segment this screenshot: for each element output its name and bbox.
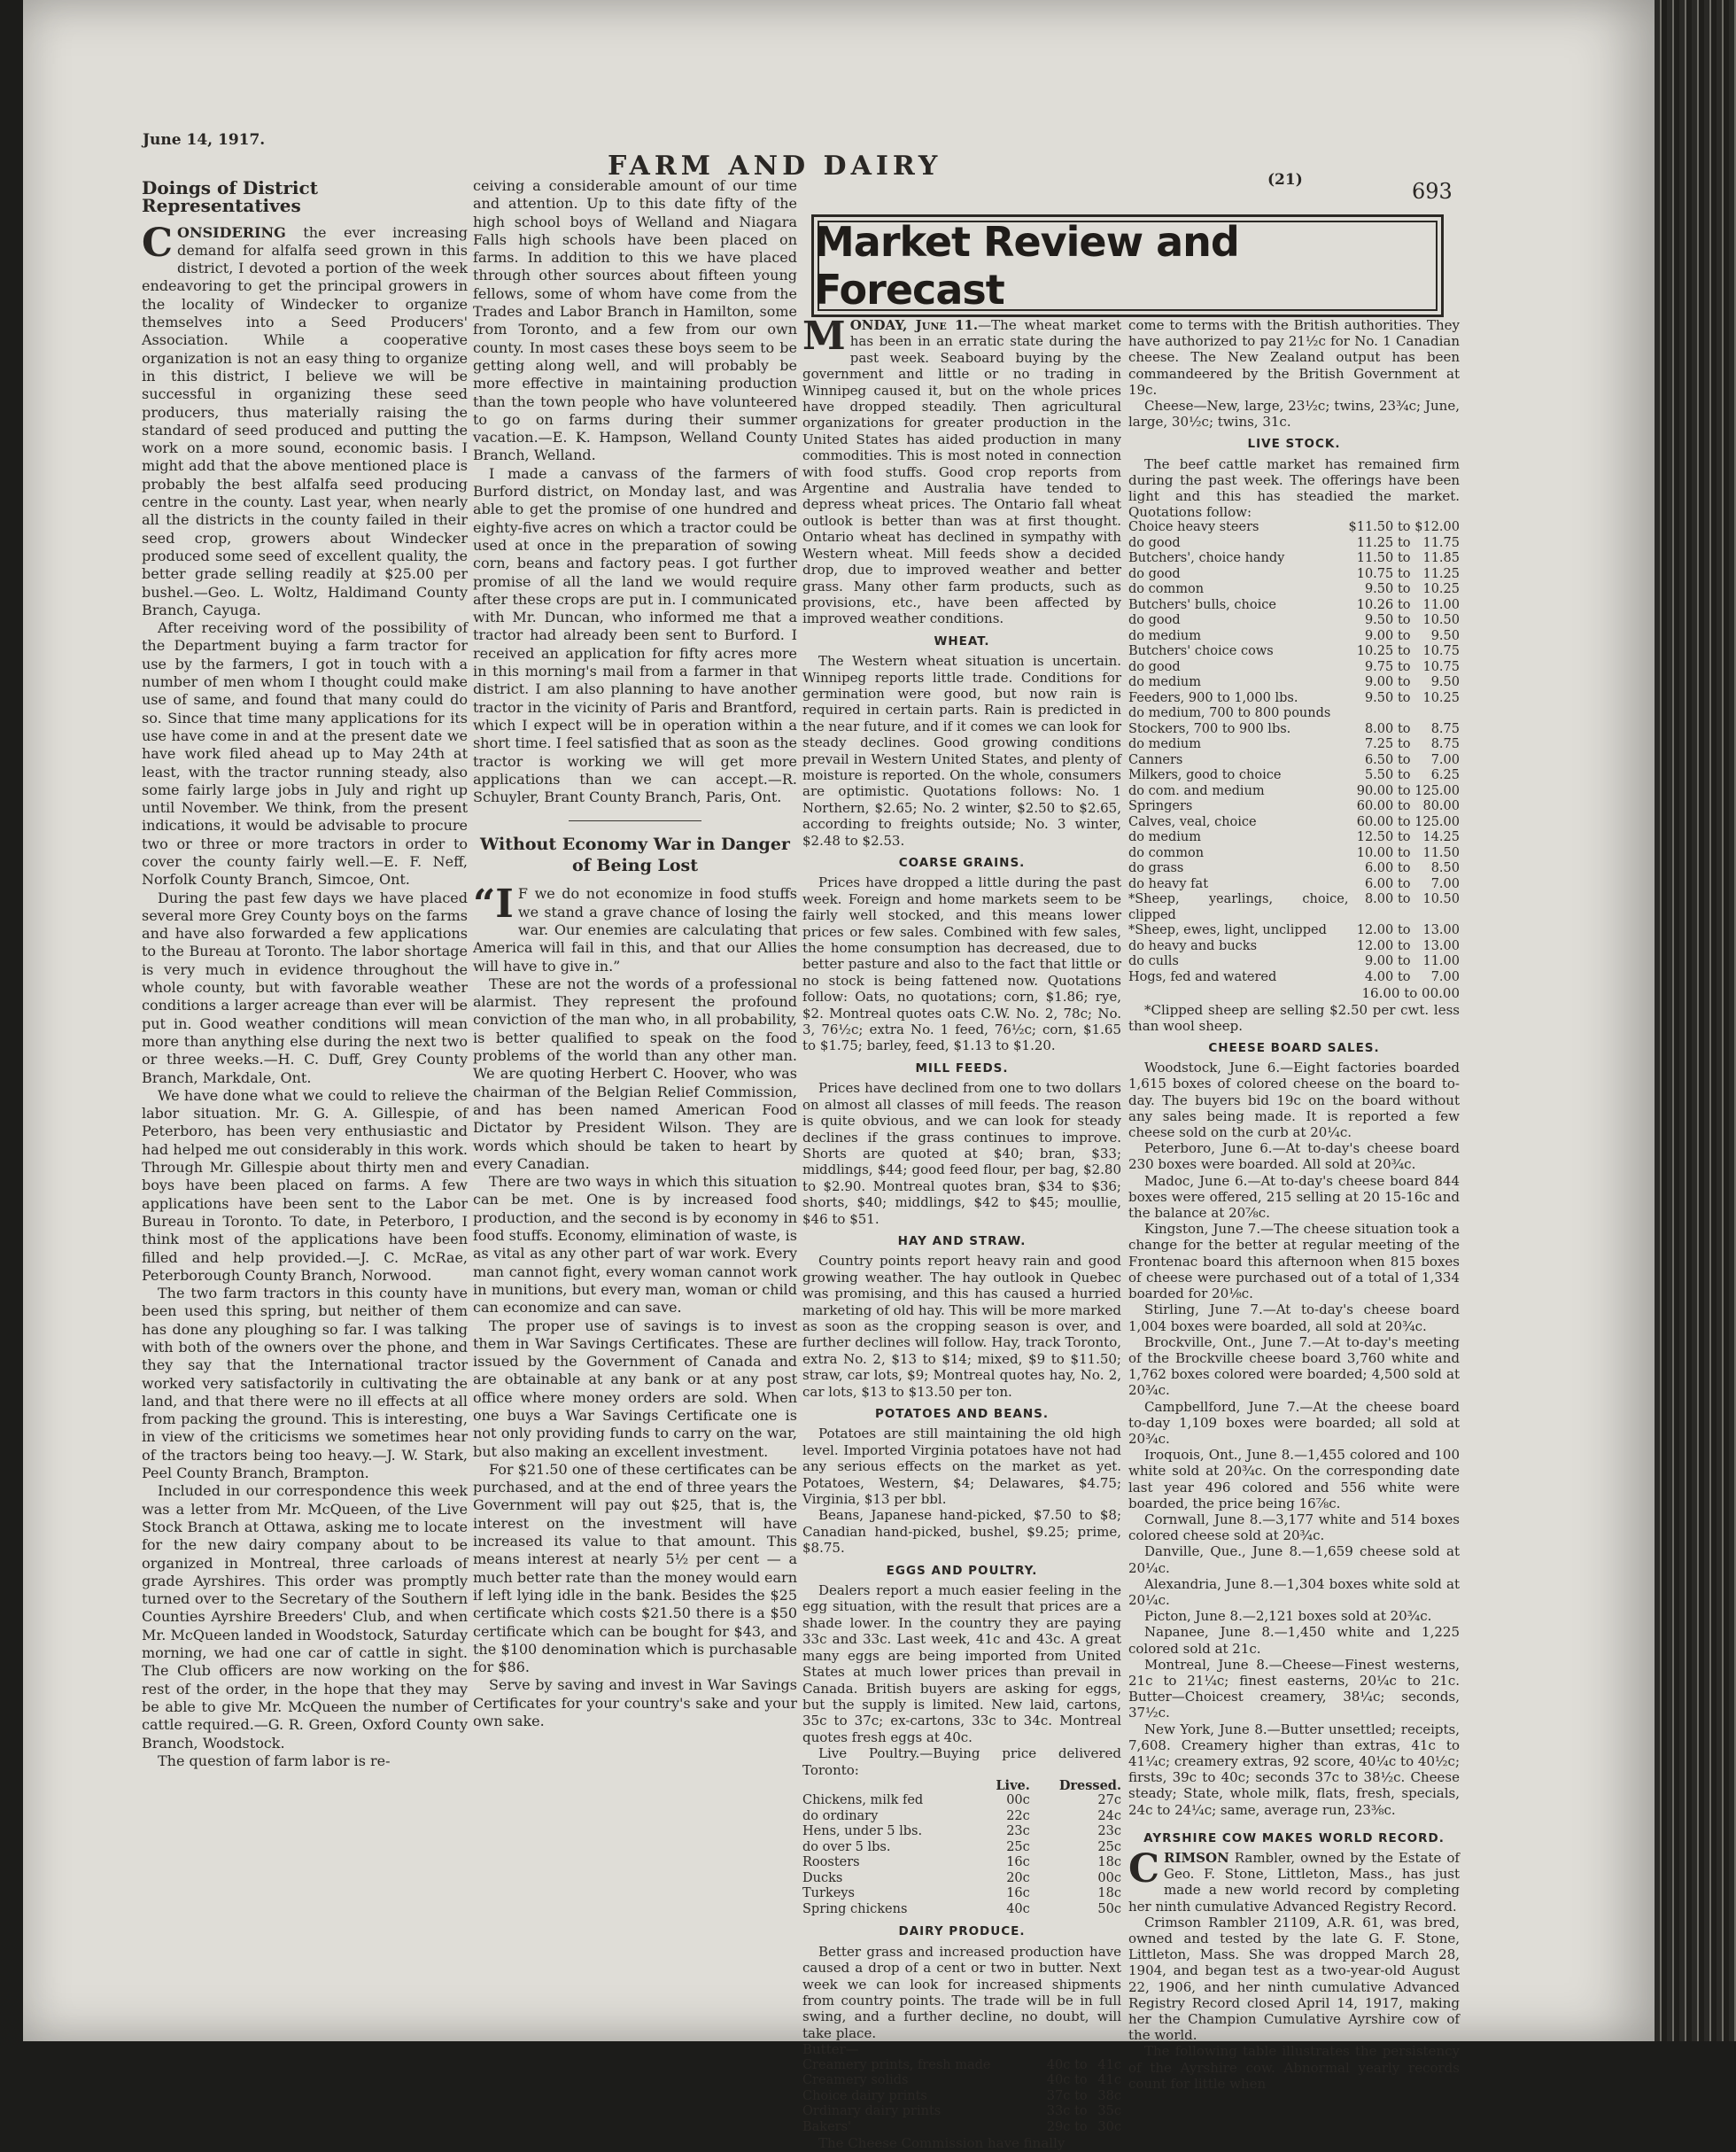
article-paragraph: I made a canvass of the farmers of Burford district, on Monday last, and was able to get the promise of one hundred and eighty-five acres on which a tractor could be used at once in the preparation of sowing corn, beans and factory peas. I got further promise of all the land we would require after these crops are put in. I communicated with Mr. Duncan, who informed me that a tractor had already been sent to Burford. I received an application for fifty acres more in this morning's mail from a farmer in that district. I am also planning to have another tractor in the vicinity of Paris and Brantford, which I expect will be in operation within a short time. I feel satisfied that as soon as the tractor is working we will get more applications than we can accept.—R. Schuyler, Brant County Branch, Paris, Ont.: [473, 464, 797, 806]
article-paragraph: There are two ways in which this situation can be met. One is by increased food production, and the second is by economy in food stuffs. Economy, elimination of waste, is as vital as any other part of war work. Every man cannot fight, every woman cannot work in munitions, but every man, woman or child can economize and can save.: [473, 1173, 797, 1317]
price-cell: 6.25: [1430, 768, 1460, 783]
price-cell: 10.25: [1422, 582, 1460, 597]
price-cell: 24c: [1097, 1808, 1121, 1823]
ayrshire-paragraph: CRIMSON Rambler, owned by the Estate of Geo. F. Stone, Littleton, Mass., has just made a new world record by completing her ninth cumulative Advanced Registry Record.: [1128, 1846, 1460, 1915]
price-cell: 9.00: [1364, 628, 1394, 643]
butter-label: Butter—: [802, 2041, 859, 2058]
article-paragraph: The proper use of savings is to invest them in War Savings Certificates. These are issued by the Government of Canada and are obtainable at any bank or at any post office where money orders are sold. When one buys a War Savings Certificate one is not only providing funds to carry on the war, but also making an excellent investment.: [473, 1317, 797, 1460]
to-label: to: [1397, 613, 1411, 628]
to-label: to: [1397, 768, 1411, 783]
cheese-board-report: Cornwall, June 8.—3,177 white and 514 boxes colored cheese sold at 20¾c.: [1128, 1511, 1460, 1544]
item-name: do culls: [1128, 954, 1179, 969]
price-cell: 35c: [1097, 2104, 1121, 2119]
cheese-board-report: Madoc, June 6.—At to-day's cheese board 844 boxes were offered, 215 selling at 20 15-16c and the balance at 20⅞c.: [1128, 1172, 1460, 1222]
item-name: Turkeys: [802, 1886, 855, 1901]
cheese-board-report: Woodstock, June 6.—Eight factories boarded 1,615 boxes of colored cheese on the board to-day. The buyers bid 19c on the board without any sales being made. It is reported a few cheese sold on the curb at 20¼c.: [1128, 1060, 1460, 1141]
price-cell: 9.50: [1364, 613, 1394, 628]
to-label: to: [1397, 923, 1411, 938]
price-cell: 30c: [1097, 2119, 1121, 2134]
newspaper-page: [23, 0, 1655, 2152]
to-label: to: [1074, 2073, 1088, 2088]
page-stack-edge: [1655, 0, 1736, 2041]
col-head-dressed: Dressed.: [1058, 1777, 1121, 1793]
price-cell: 8.00: [1364, 721, 1394, 736]
article-paragraph: We have done what we could to relieve the labor situation. Mr. G. A. Gillespie, of Peterboro, has been very enthusiastic and had helped me out considerably in this work. Through Mr. Gillespie about thirty men and boys have been placed on farms. A few applications have been sent to the Labor Bureau in Toronto. To date, in Peterboro, I think most of the applications have been filled and help provided.—J. C. McRae, Peterborough County Branch, Norwood.: [142, 1086, 468, 1284]
price-row: [1128, 923, 1460, 939]
mill-feeds-report: Prices have declined from one to two dollars on almost all classes of mill feeds. The reason is quite obvious, and we can look for steady declines if the grass continues to improve. Shorts are quoted at $40; bran, $33; middlings, $44; good feed flour, per bag, $2.80 to $2.90. Montreal quotes bran, $34 to $36; shorts, $40; middlings, $42 to $45; moullie, $46 to $51.: [802, 1080, 1121, 1227]
price-cell: 4.00: [1364, 969, 1394, 984]
column-4: [1128, 317, 1460, 2092]
to-label: to: [1397, 551, 1411, 566]
hay-straw-heading: HAY AND STRAW.: [897, 1233, 1027, 1248]
page-number: 693: [1412, 179, 1453, 204]
price-cell: 40c: [1046, 2073, 1071, 2088]
to-label: to: [1397, 690, 1411, 705]
price-row: [802, 2089, 1121, 2105]
price-row: [1128, 536, 1460, 552]
to-label: to: [1397, 876, 1411, 891]
cheese-commission-note: The Cheese Commission have finally: [818, 2135, 1066, 2152]
price-cell: 80.00: [1422, 799, 1460, 814]
price-row: [802, 1824, 1121, 1840]
cheese-board-report: Iroquois, Ont., June 8.—1,455 colored and 100 white sold at 20¾c. On the corresponding date last year 496 colored and 556 white were boarded, the price being 16⅞c.: [1128, 1447, 1460, 1511]
to-label: to: [1074, 2119, 1088, 2134]
price-cell: 38c: [1097, 2088, 1121, 2103]
to-label: to: [1397, 783, 1411, 798]
item-name: Roosters: [802, 1855, 860, 1870]
cheese-board-report: Montreal, June 8.—Cheese—Finest westerns, 21c to 21¼c; finest easterns, 20¼c to 21c. Butter—Choicest creamery, 38¼c; seconds, 37½c.: [1128, 1656, 1460, 1721]
cheese-board-report: Peterboro, June 6.—At to-day's cheese board 230 boxes were boarded. All sold at 20¾c.: [1128, 1140, 1460, 1173]
beans-report: Beans, Japanese hand-picked, $7.50 to $8; Canadian hand-picked, bushel, $9.25; prime, $8.75.: [802, 1507, 1121, 1557]
to-label: to: [1397, 969, 1411, 984]
price-cell: 40c: [1006, 1901, 1030, 1916]
price-cell: 9.50: [1430, 675, 1460, 690]
price-cell: 29c: [1046, 2119, 1071, 2134]
coarse-grains-heading: COARSE GRAINS.: [898, 856, 1026, 870]
price-cell: 41c: [1097, 2057, 1121, 2072]
eggs-report: Dealers report a much easier feeling in the egg situation, with the result that prices are a shade lower. In the country they are paying 33c and 33c. Last week, 41c and 43c. A great many eggs are being imported from United States at much lower prices than prevail in Canada. British buyers are asking for eggs, but the supply is limited. New laid, cartons, 35c to 37c; ex-cartons, 33c to 34c. Montreal quotes fresh eggs at 40c.: [802, 1582, 1121, 1745]
to-label: to: [1397, 675, 1411, 690]
cheese-board-report: Campbellford, June 7.—At the cheese board to-day 1,109 boxes were boarded; all sold at 20¾c.: [1128, 1398, 1460, 1447]
mill-feeds-heading: MILL FEEDS.: [915, 1060, 1009, 1076]
cheese-board-report: Alexandria, June 8.—1,304 boxes white sold at 20¼c.: [1128, 1575, 1460, 1608]
item-name: Butchers' choice cows: [1128, 644, 1274, 659]
clipped-sheep-note: *Clipped sheep are selling $2.50 per cwt. less than wool sheep.: [1128, 1001, 1460, 1034]
article-paragraph: Included in our correspondence this week was a letter from Mr. McQueen, of the Live Stock Branch at Ottawa, asking me to locate for the new dairy company about to be organized in Montreal, three carloads of grade Ayrshires. This order was promptly turned over to the Secretary of the Southern Counties Ayrshire Breeders' Club, and when Mr. McQueen landed in Woodstock, Saturday morning, we had one car of cattle in sight. The Club officers are now working on the rest of the order, in the hope that they may be able to give Mr. McQueen the number of cattle required.—G. R. Green, Oxford County Branch, Woodstock.: [142, 1482, 468, 1752]
cheese-continuation: come to terms with the British authorities. They have authorized to pay 21½c for No. 1 Canadian cheese. The New Zealand output has been commandeered by the British Government at 19c.: [1128, 317, 1460, 398]
item-name: Hogs, fed and watered: [1128, 969, 1277, 984]
to-label: to: [1074, 2057, 1088, 2072]
price-row: [1128, 799, 1460, 815]
eggs-poultry-heading: EGGS AND POULTRY.: [886, 1563, 1038, 1578]
item-name: do good: [1128, 659, 1181, 674]
col-head-live: Live.: [996, 1777, 1030, 1793]
price-row: [1128, 768, 1460, 784]
item-name: do heavy fat: [1128, 876, 1209, 891]
to-label: to: [1397, 535, 1411, 550]
price-cell: 10.75: [1422, 659, 1460, 674]
item-name: Stockers, 700 to 900 lbs.: [1128, 721, 1291, 736]
to-label: to: [1397, 582, 1411, 597]
to-label: to: [1397, 954, 1411, 969]
item-name: Creamery solids: [802, 2073, 909, 2088]
item-name: do grass: [1128, 861, 1184, 876]
price-row: [1128, 644, 1460, 660]
price-cell: 22c: [1006, 1808, 1030, 1823]
price-cell: 40c: [1046, 2057, 1071, 2072]
price-row: [1128, 753, 1460, 769]
price-row: [1128, 737, 1460, 753]
drop-cap: C: [1128, 1846, 1160, 1892]
to-label: to: [1397, 892, 1411, 907]
price-cell: 10.25: [1356, 644, 1394, 659]
price-cell: 125.00: [1414, 814, 1460, 829]
article-paragraph: After receiving word of the possibility of the Department buying a farm tractor for use by the farmers, I got in touch with a number of men whom I thought could make use of same, and found that many could do so. Since that time many applications for its use have come in and at the present date we have work filed ahead up to May 24th at least, with the tractor running steady, also some fairly large jobs in July and right up until November. We think, from the present indications, it would be advisable to procure two or three or more tractors in order to cover the county fairly well.—E. F. Neff, Norfolk County Branch, Simcoe, Ont.: [142, 619, 468, 889]
item-name: do medium: [1128, 628, 1201, 643]
price-cell: 90.00: [1356, 783, 1394, 798]
price-cell: 125.00: [1414, 783, 1460, 798]
price-row: [802, 1902, 1121, 1918]
to-label: to: [1397, 938, 1411, 953]
to-label: to: [1397, 830, 1411, 845]
item-name: do medium, 700 to 800 pounds: [1128, 706, 1331, 721]
to-label: to: [1397, 659, 1411, 674]
to-label: to: [1397, 566, 1411, 581]
district-representatives-heading: Doings of District Representatives: [142, 177, 318, 217]
price-row: [1128, 598, 1460, 614]
ayrshire-heading: AYRSHIRE COW MAKES WORLD RECORD.: [1143, 1830, 1445, 1845]
price-row: [802, 1886, 1121, 1902]
to-label: [1393, 706, 1414, 722]
item-name: do over 5 lbs.: [802, 1839, 891, 1854]
price-cell: 18c: [1097, 1855, 1121, 1870]
item-name: do good: [1128, 613, 1181, 628]
item-name: Choice dairy prints: [802, 2088, 927, 2103]
column-3: [802, 314, 1121, 2152]
cheese-board-report: Danville, Que., June 8.—1,659 cheese sold at 20¼c.: [1128, 1543, 1460, 1576]
item-name: Choice heavy steers: [1128, 520, 1259, 535]
cheese-board-report: Stirling, June 7.—At to-day's cheese board 1,004 boxes were boarded, all sold at 20¾c.: [1128, 1301, 1460, 1334]
to-label: to: [1397, 799, 1411, 814]
price-cell: $12.00: [1414, 520, 1460, 535]
item-name: Creamery prints, fresh made: [802, 2057, 991, 2072]
to-label: to: [1397, 644, 1411, 659]
issue-date: June 14, 1917.: [143, 131, 266, 149]
to-label: to: [1397, 721, 1411, 736]
butter-price-table: [802, 2058, 1121, 2136]
to-label: to: [1074, 2088, 1088, 2103]
price-row: [1128, 520, 1460, 536]
item-name: Calves, veal, choice: [1128, 814, 1257, 829]
price-cell: 9.50: [1364, 582, 1394, 597]
price-row: [1128, 613, 1460, 629]
ayrshire-paragraph: Crimson Rambler 21109, A.R. 61, was bred, owned and tested by the late G. F. Stone, Littleton, Mass. She was dropped March 28, 1904, and began test as a two-year-old August 22, 1906, and her ninth cumulative Advanced Registry Record closed April 14, 1917, making her the Champion Cumulative Ayrshire cow of the world.: [1128, 1914, 1460, 2044]
market-review-banner: [811, 214, 1444, 317]
price-cell: 50c: [1097, 1901, 1121, 1916]
price-cell: 41c: [1097, 2073, 1121, 2088]
price-cell: 6.00: [1364, 861, 1394, 876]
price-cell: 23c: [1006, 1824, 1030, 1839]
wheat-report: The Western wheat situation is uncertain. Winnipeg reports little trade. Conditions for germination were good, but now rain is required in certain parts. Rain is predicted in the near future, and if it comes we can look for steady declines. Good growing conditions prevail in Western United States, and plenty of moisture is reported. On the whole, consumers are optimistic. Quotations follows: No. 1 Northern, $2.65; No. 2 winter, $2.50 to $2.65, according to freights outside; No. 3 winter, $2.48 to $2.53.: [802, 653, 1121, 849]
price-row: [1128, 551, 1460, 567]
price-row: [802, 2104, 1121, 2120]
price-cell: 12.00: [1356, 938, 1394, 953]
price-cell: 7.00: [1430, 752, 1460, 767]
article-paragraph: These are not the words of a professional alarmist. They represent the profound conviction of the man who, in all probability, is better qualified to speak on the food problems of the world than any other man. We are quoting Herbert C. Hoover, who was chairman of the Belgian Relief Commission, and has been named American Food Dictator by President Wilson. They are words which should be taken to heart by every Canadian.: [473, 975, 797, 1172]
price-row: [802, 2058, 1121, 2074]
cheese-board-report: Brockville, Ont., June 7.—At to-day's meeting of the Brockville cheese board 3,760 white and 1,762 boxes colored were boarded; 4,500 sold at 20¾c.: [1128, 1333, 1460, 1399]
price-cell: 33c: [1046, 2104, 1071, 2119]
article-paragraph: CONSIDERING the ever increasing demand for alfalfa seed grown in this district, I devoted a portion of the week endeavoring to get the principal growers in the locality of Windecker to organize themselves into a Seed Producers' Association. While a cooperative organization is not an easy thing to organize in this district, I believe we will be successful in organizing these seed producers, thus materially raising the standard of seed produced and putting the work on a more sound, economic basis. I might add that the above mentioned place is probably the best alfalfa seed producing centre in the county. Last year, when nearly all the districts in the county failed in their seed crop, growers about Windecker produced some seed of excellent quality, the better grade selling readily at $25.00 per bushel.—Geo. L. Woltz, Haldimand County Branch, Cayuga.: [142, 220, 468, 618]
to-label: to: [1397, 628, 1411, 643]
price-row: [1128, 970, 1460, 986]
price-row: [1128, 954, 1460, 970]
price-cell: 60.00: [1356, 799, 1394, 814]
price-cell: 10.00: [1356, 845, 1394, 860]
column-1: [142, 177, 468, 1770]
price-cell: 11.50: [1422, 845, 1460, 860]
item-name: do good: [1128, 566, 1181, 581]
market-intro: MONDAY, June 11.—The wheat market has been in an erratic state during the past week. Seaboard buying by the government and little or no trading in Winnipeg caused it, but on the whole prices have dropped steadily. Then agricultural organizations for greater production in the United States has aided production in many commodities. This is most noted in connection with food stuffs. Good crop reports from Argentine and Australia have tended to depress wheat prices. The Ontario fall wheat outlook is better than was at first thought. Ontario wheat has declined in sympathy with Western wheat. Mill feeds show a decided drop, due to improved weather and better grass. Many other farm products, such as provisions, etc., have been affected by improved weather conditions.: [802, 314, 1121, 627]
item-name: Springers: [1128, 799, 1193, 814]
drop-cap: “I: [473, 882, 514, 928]
ayrshire-paragraph: The following table illustrates the persistency of the Ayrshire cow. Abnormal yearly records count for little when: [1128, 2043, 1460, 2092]
price-row: [802, 1871, 1121, 1887]
to-label: to: [1074, 2104, 1088, 2119]
price-cell: 16c: [1006, 1855, 1030, 1870]
price-cell: 16c: [1006, 1886, 1030, 1901]
poultry-price-table: [802, 1778, 1121, 1918]
price-row: [1128, 830, 1460, 846]
cheese-board-reports: [1128, 1060, 1460, 1818]
price-row: [1128, 582, 1460, 598]
price-cell: 7.25: [1364, 737, 1394, 752]
cheese-board-report: Napanee, June 8.—1,450 white and 1,225 colored sold at 21c.: [1128, 1624, 1460, 1657]
to-label: to: [1397, 737, 1411, 752]
price-cell: 11.00: [1422, 954, 1460, 969]
drop-cap: M: [802, 314, 846, 359]
price-cell: 9.00: [1364, 675, 1394, 690]
price-row: [1128, 861, 1460, 877]
coarse-grains-report: Prices have dropped a little during the past week. Foreign and home markets seem to be fairly well stocked, and this means lower prices or few sales. Combined with few sales, the home consumption has decreased, due to better pasture and also to the fact that little or no stock is being fattened now. Quotations follow: Oats, no quotations; corn, $1.86; rye, $2. Montreal quotes oats C.W. No. 2, 78c; No. 3, 76½c; extra No. 1 feed, 76½c; corn, $1.65 to $1.75; barley, feed, $1.13 to $1.20.: [802, 874, 1121, 1054]
cheese-board-report: New York, June 8.—Butter unsettled; receipts, 7,608. Creamery higher than extras, 41c to 41¼c; creamery extras, 92 score, 40¼c to 40½c; firsts, 39c to 40c; seconds 37c to 38½c. Cheese steady; State, whole milk, flats, fresh, specials, 24c to 24¼c; same, average run, 23⅜c.: [1128, 1721, 1460, 1818]
article-paragraph: Serve by saving and invest in War Savings Certificates for your country's sake and your own sake.: [473, 1676, 797, 1730]
price-row: [1128, 846, 1460, 862]
price-cell: 8.50: [1430, 861, 1460, 876]
item-name: Chickens, milk fed: [802, 1793, 924, 1808]
item-name: Canners: [1128, 752, 1183, 767]
divider: [569, 820, 701, 821]
potatoes-report: Potatoes are still maintaining the old high level. Imported Virginia potatoes have not had any serious effects on the market as yet. Potatoes, Western, $4; Delawares, $4.75; Virginia, $13 per bbl.: [802, 1426, 1121, 1508]
to-label: to: [1397, 845, 1411, 860]
price-cell: 8.00: [1364, 892, 1394, 907]
price-cell: 25c: [1006, 1839, 1030, 1854]
price-cell: 6.00: [1364, 876, 1394, 891]
masthead: FARM AND DAIRY: [608, 151, 942, 182]
price-cell: 9.75: [1364, 659, 1394, 674]
potatoes-beans-heading: POTATOES AND BEANS.: [874, 1407, 1050, 1421]
price-row: [1128, 722, 1460, 738]
price-row: [802, 2120, 1121, 2136]
price-cell: 13.00: [1422, 938, 1460, 953]
drop-cap: C: [142, 220, 174, 266]
price-row: [1128, 877, 1460, 893]
item-name: Butchers', choice handy: [1128, 551, 1285, 566]
price-cell: 37c: [1046, 2088, 1071, 2103]
price-row: [1128, 691, 1460, 707]
item-name: do heavy and bucks: [1128, 938, 1258, 953]
item-name: do com. and medium: [1128, 783, 1265, 798]
quote-paragraph: “I F we do not economize in food stuffs we stand a grave chance of losing the war. Our enemies are calculating that America will fail in this, and that our Allies will have to give in.”: [473, 882, 797, 975]
price-cell: 11.50: [1356, 551, 1394, 566]
cheese-quotes: Cheese—New, large, 23½c; twins, 23¾c; June, large, 30½c; twins, 31c.: [1128, 398, 1460, 431]
market-review-title: Market Review and Forecast: [814, 218, 1239, 314]
price-cell: 20c: [1006, 1870, 1030, 1885]
price-cell: 13.00: [1422, 923, 1460, 938]
price-row: [802, 2073, 1121, 2089]
price-cell: $11.50: [1348, 520, 1394, 535]
wheat-heading: WHEAT.: [934, 633, 990, 649]
price-cell: 11.75: [1422, 535, 1460, 550]
price-row: [1128, 675, 1460, 691]
price-cell: 9.50: [1364, 690, 1394, 705]
price-cell: 8.75: [1430, 721, 1460, 736]
article-paragraph: The two farm tractors in this county have been used this spring, but neither of them has done any ploughing so far. I was talking with both of the owners over the phone, and they say that the International tractor worked very satisfactorily in cultivating the land, and that there were no ill effects at all from packing the ground. This is interesting, in view of the criticisms we sometimes hear of the tractors being too heavy.—J. W. Stark, Peel County Branch, Brampton.: [142, 1285, 468, 1482]
item-name: do ordinary: [802, 1808, 879, 1823]
item-name: Bakers': [802, 2119, 852, 2134]
article-paragraph: ceiving a considerable amount of our time and attention. Up to this date fifty of the high school boys of Welland and Niagara Falls high schools have been placed on farms. In addition to this we have placed through other sources about fifteen young fellows, some of whom have come from the Trades and Labor Branch in Hamilton, some from Toronto, and a few from our own county. In most cases these boys seem to be getting along well, and will probably be more effective in maintaining production than the town people who have volunteered to go on farms during their summer vacation.—E. K. Hampson, Welland County Branch, Welland.: [473, 177, 797, 464]
hogs-price: 16.00 to 00.00: [1361, 985, 1460, 1002]
price-cell: 12.00: [1356, 923, 1394, 938]
price-cell: 10.25: [1422, 690, 1460, 705]
price-cell: 00c: [1097, 1870, 1121, 1885]
issue-number: (21): [1267, 171, 1303, 189]
cheese-board-report: Picton, June 8.—2,121 boxes sold at 20¾c.: [1144, 1608, 1432, 1625]
price-cell: 6.50: [1364, 752, 1394, 767]
item-name: do common: [1128, 582, 1205, 597]
price-row: [1128, 629, 1460, 645]
price-row: [1128, 939, 1460, 955]
hay-straw-report: Country points report heavy rain and good growing weather. The hay outlook in Quebec was promising, and this has caused a hurried marketing of old hay. This will be more marked as soon as the cropping season is over, and further declines will follow. Hay, track Toronto, extra No. 2, $13 to $14; mixed, $9 to $11.50; straw, car lots, $9; Montreal quotes hay, No. 2, car lots, $13 to $13.50 per ton.: [802, 1253, 1121, 1400]
poultry-intro: Live Poultry.—Buying price delivered Toronto:: [802, 1745, 1121, 1778]
price-cell: 8.75: [1430, 737, 1460, 752]
to-label: to: [1397, 520, 1411, 535]
item-name: do good: [1128, 535, 1181, 550]
price-cell: 27c: [1097, 1793, 1121, 1808]
price-row: [1128, 660, 1460, 676]
price-cell: [1414, 706, 1460, 722]
to-label: to: [1397, 814, 1411, 829]
price-cell: 25c: [1097, 1839, 1121, 1854]
live-stock-heading: LIVE STOCK.: [1247, 437, 1341, 452]
dairy-produce-heading: DAIRY PRODUCE.: [898, 1924, 1026, 1939]
item-name: do medium: [1128, 675, 1201, 690]
price-row: [1128, 784, 1460, 800]
item-name: *Sheep, ewes, light, unclipped: [1128, 923, 1327, 938]
price-row: [802, 1809, 1121, 1825]
economy-heading: Without Economy War in Danger of Being Lost: [480, 835, 790, 876]
to-label: to: [1397, 861, 1411, 876]
price-row: [1128, 567, 1460, 583]
price-cell: 11.00: [1422, 597, 1460, 612]
item-name: *Sheep, yearlings, choice, clipped: [1128, 892, 1349, 922]
price-cell: 9.50: [1430, 628, 1460, 643]
price-cell: 10.75: [1422, 644, 1460, 659]
article-paragraph: During the past few days we have placed several more Grey County boys on the farms and have also forwarded a few applications to the Bureau at Toronto. The labor shortage is very much in evidence throughout the whole county, but with favorable weather conditions a larger acreage than ever will be put in. Good weather conditions will mean more than anything else during the next two or three weeks.—H. C. Duff, Grey County Branch, Markdale, Ont.: [142, 889, 468, 1086]
item-name: Feeders, 900 to 1,000 lbs.: [1128, 690, 1298, 705]
price-row: [802, 1840, 1121, 1856]
live-stock-report: The beef cattle market has remained firm during the past week. The offerings have been light and this has steadied the market. Quotations follow:: [1128, 455, 1460, 521]
item-name: Milkers, good to choice: [1128, 768, 1282, 783]
price-cell: 00c: [1006, 1793, 1030, 1808]
price-cell: 10.50: [1422, 613, 1460, 628]
price-cell: [1349, 706, 1394, 722]
item-name: Spring chickens: [802, 1901, 908, 1916]
dairy-report: Better grass and increased production have caused a drop of a cent or two in butter. Next week we can look for increased shipments from country points. The trade will be in full swing, and a further decline, no doubt, will take place.: [802, 1943, 1121, 2041]
price-cell: 5.50: [1364, 768, 1394, 783]
price-cell: 10.50: [1422, 892, 1460, 907]
item-name: do common: [1128, 845, 1205, 860]
to-label: to: [1397, 597, 1411, 612]
price-row: [802, 1855, 1121, 1871]
item-name: do medium: [1128, 830, 1201, 845]
article-paragraph: For $21.50 one of these certificates can be purchased, and at the end of three years the Government will pay out $25, that is, the interest on the investment will have increased its value to that amount. This means interest at nearly 5½ per cent — a much better rate than the money would earn if left lying idle in the bank. Besides the $25 certificate which costs $21.50 there is a $50 certificate which can be bought for $43, and the $100 denomination which is purchasable for $86.: [473, 1460, 797, 1676]
column-2: [473, 177, 797, 1730]
price-cell: 7.00: [1430, 969, 1460, 984]
price-cell: 10.26: [1356, 597, 1394, 612]
cheese-board-report: Kingston, June 7.—The cheese situation took a change for the better at regular meeting of the Frontenac board this afternoon when 815 boxes of cheese were purchased out of a total of 1,334 boarded for 20⅛c.: [1128, 1221, 1460, 1302]
price-row: [1128, 706, 1460, 722]
price-cell: 18c: [1097, 1886, 1121, 1901]
to-label: to: [1397, 752, 1411, 767]
price-row: [1128, 815, 1460, 831]
item-name: Ducks: [802, 1870, 843, 1885]
item-name: do medium: [1128, 737, 1201, 752]
price-cell: 11.85: [1422, 551, 1460, 566]
price-cell: 11.25: [1422, 566, 1460, 581]
price-cell: 9.00: [1364, 954, 1394, 969]
price-cell: 11.25: [1356, 535, 1394, 550]
item-name: Butchers' bulls, choice: [1128, 597, 1276, 612]
live-stock-price-table: [1128, 520, 1460, 985]
price-cell: 60.00: [1356, 814, 1394, 829]
price-cell: 10.75: [1356, 566, 1394, 581]
price-row: [802, 1793, 1121, 1809]
price-cell: 14.25: [1422, 830, 1460, 845]
cheese-board-heading: CHEESE BOARD SALES.: [1208, 1041, 1380, 1056]
item-name: Ordinary dairy prints: [802, 2104, 942, 2119]
price-cell: 7.00: [1430, 876, 1460, 891]
item-name: Hens, under 5 lbs.: [802, 1824, 923, 1839]
price-cell: 12.50: [1356, 830, 1394, 845]
price-cell: 23c: [1097, 1824, 1121, 1839]
article-paragraph: The question of farm labor is re-: [158, 1752, 391, 1769]
price-row: [1128, 892, 1460, 923]
